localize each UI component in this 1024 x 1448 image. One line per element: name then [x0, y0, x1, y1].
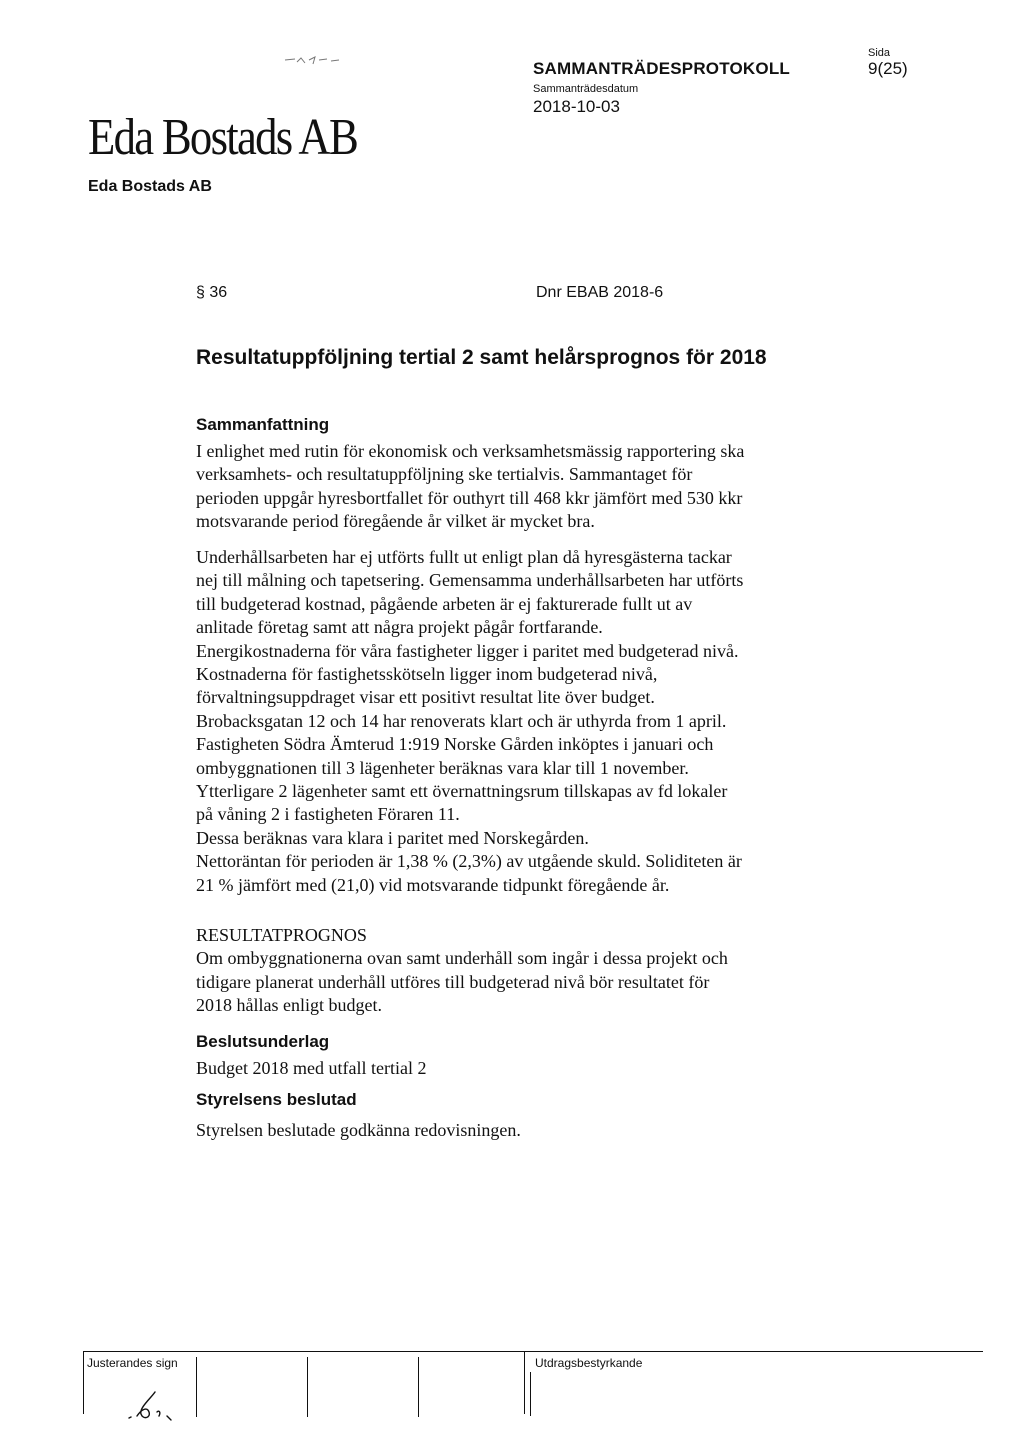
signature-divider	[418, 1357, 419, 1417]
text-line: nej till målning och tapetsering. Gemensamma underhållsarbeten har utförts	[196, 570, 744, 591]
text-line: Budget 2018 med utfall tertial 2	[196, 1058, 427, 1078]
organization-name: Eda Bostads AB	[88, 178, 212, 195]
case-number: Dnr EBAB 2018-6	[536, 284, 664, 301]
meeting-date-label: Sammanträdesdatum	[533, 83, 639, 95]
text-line: tidigare planerat underhåll utföres till budgeterad nivå bör resultatet för	[196, 971, 710, 992]
document-type: SAMMANTRÄDESPROTOKOLL	[533, 59, 790, 78]
paragraph-number: § 36	[196, 284, 228, 301]
text-line: förvaltningsuppdraget visar ett positivt resultat lite över budget.	[196, 687, 655, 708]
text-line: Nettoräntan för perioden är 1,38 % (2,3%) av utgående skuld. Soliditeten är	[196, 851, 742, 872]
text-line: Energikostnaderna för våra fastigheter ligger i paritet med budgeterad nivå.	[196, 640, 739, 661]
text-line: Ytterligare 2 lägenheter samt ett övernattningsrum tillskapas av fd lokaler	[196, 781, 728, 802]
signature-label: Justerandes sign	[87, 1356, 178, 1370]
text-line: till budgeterad kostnad, pågående arbeten är ej fakturerade fullt ut av	[196, 593, 693, 614]
text-line: anlitade företag samt att några projekt pågår fortfarande.	[196, 617, 603, 638]
page-number: 9(25)	[868, 59, 908, 78]
summary-heading: Sammanfattning	[196, 415, 330, 434]
text-line: ombyggnationen till 3 lägenheter beräknas vara klar till 1 november.	[196, 757, 689, 778]
scan-artifact-mark	[283, 54, 343, 68]
decision-text	[196, 1119, 856, 1142]
text-line: 21 % jämfört med (21,0) vid motsvarande tidpunkt föregående år.	[196, 874, 670, 895]
text-line: I enlighet med rutin för ekonomisk och verksamhetsmässig rapportering ska	[196, 441, 745, 461]
forecast-heading: RESULTATPROGNOS	[196, 925, 367, 945]
meeting-date: 2018-10-03	[533, 97, 620, 116]
text-line: Om ombyggnationerna ovan samt underhåll som ingår i dessa projekt och	[196, 948, 728, 969]
signature-divider	[307, 1357, 308, 1417]
text-line: 2018 hållas enligt budget.	[196, 995, 382, 1016]
text-line: Kostnaderna för fastighetsskötseln ligger inom budgeterad nivå,	[196, 664, 658, 685]
signature-divider	[196, 1357, 197, 1417]
text-line: Fastigheten Södra Ämterud 1:919 Norske Gården inköptes i januari och	[196, 734, 714, 755]
section-title: Resultatuppföljning tertial 2 samt helårsprognos för 2018	[196, 346, 767, 369]
company-logo: Eda Bostads AB	[88, 109, 358, 166]
extract-label: Utdragsbestyrkande	[535, 1356, 643, 1370]
extract-divider	[530, 1372, 531, 1416]
text-line: perioden uppgår hyresbortfallet för outhyrt till 468 kkr jämfört med 530 kkr	[196, 487, 743, 508]
basis-text	[196, 1057, 856, 1080]
forecast-paragraph	[196, 924, 856, 1018]
text-line: på våning 2 i fastigheten Föraren 11.	[196, 804, 460, 825]
decision-heading: Styrelsens beslutad	[196, 1090, 357, 1109]
text-line: Brobacksgatan 12 och 14 har renoverats klart och är uthyrda from 1 april.	[196, 710, 727, 731]
basis-heading: Beslutsunderlag	[196, 1032, 330, 1051]
text-line: Dessa beräknas vara klara i paritet med Norskegården.	[196, 827, 589, 848]
text-line: Styrelsen beslutade godkänna redovisningen.	[196, 1120, 521, 1140]
text-line: Underhållsarbeten har ej utförts fullt ut enligt plan då hyresgästerna tackar	[196, 547, 732, 567]
text-line: motsvarande period föregående år vilket är mycket bra.	[196, 511, 595, 532]
summary-paragraph-2	[196, 546, 856, 897]
page-label: Sida	[868, 47, 891, 59]
signature-scribble	[127, 1388, 179, 1422]
summary-paragraph-1	[196, 440, 856, 534]
text-line: verksamhets- och resultatuppföljning ske tertialvis. Sammantaget för	[196, 464, 693, 485]
